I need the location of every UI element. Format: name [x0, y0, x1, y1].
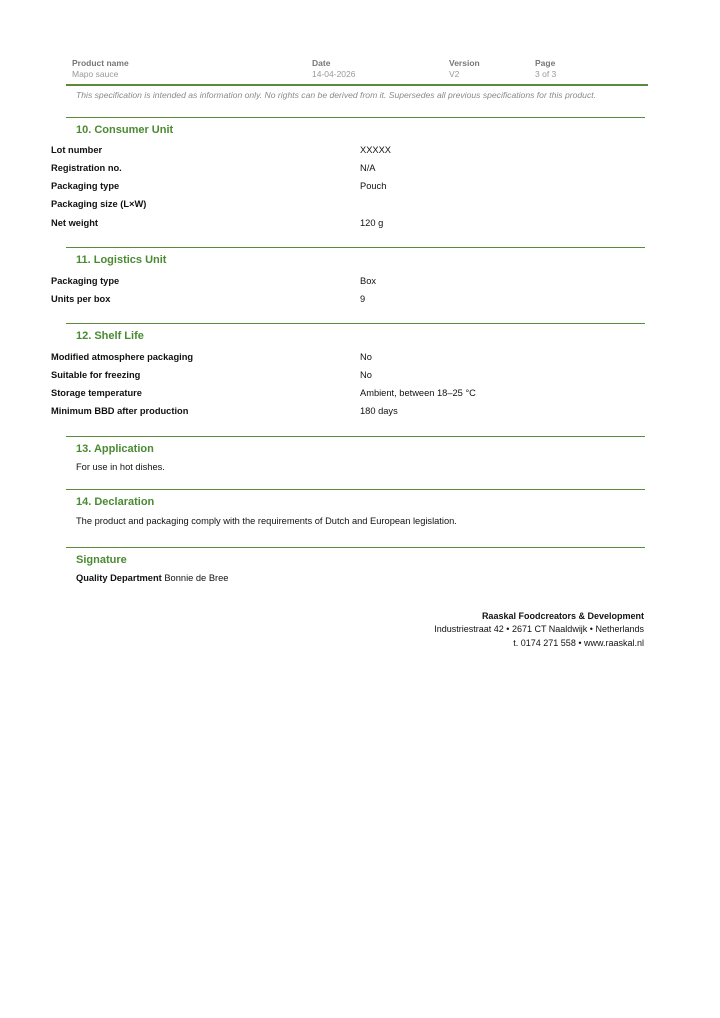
- row-key: Packaging type: [51, 276, 120, 286]
- table-row: [0, 294, 720, 308]
- company-contact: t. 0174 271 558 • www.raaskal.nl: [513, 638, 644, 648]
- section-divider: [66, 117, 645, 118]
- row-value: No: [360, 352, 372, 362]
- table-row: [0, 181, 720, 195]
- header-version: [449, 58, 480, 80]
- row-key: Registration no.: [51, 163, 122, 173]
- table-row: [0, 199, 720, 213]
- table-row: [0, 406, 720, 420]
- section-title-consumer-unit: 10. Consumer Unit: [76, 124, 174, 136]
- signature-name: Bonnie de Bree: [164, 573, 229, 583]
- header-product: [72, 58, 129, 80]
- section-divider: [66, 489, 645, 490]
- section-divider: [66, 436, 645, 437]
- table-row: [0, 276, 720, 290]
- application-text: For use in hot dishes.: [76, 462, 165, 472]
- table-row: [0, 388, 720, 402]
- header-version-value: V2: [449, 69, 460, 79]
- signature-role: Quality Department: [76, 573, 162, 583]
- section-title-logistics-unit: 11. Logistics Unit: [76, 254, 167, 266]
- row-value: 180 days: [360, 406, 398, 416]
- header-date-label: Date: [312, 58, 331, 68]
- row-value: N/A: [360, 163, 376, 173]
- section-divider: [66, 323, 645, 324]
- row-key: Packaging type: [51, 181, 120, 191]
- header-date: [312, 58, 355, 80]
- header-page-value: 3 of 3: [535, 69, 557, 79]
- row-value: 9: [360, 294, 366, 304]
- company-name: Raaskal Foodcreators & Development: [481, 611, 644, 621]
- section-title-signature: Signature: [76, 554, 127, 566]
- header-date-value: 14-04-2026: [312, 69, 356, 79]
- disclaimer-text: This specification is intended as information only. No rights can be derived from it. Supersedes all previous specifications for this product.: [76, 90, 597, 100]
- row-value: XXXXX: [360, 145, 392, 155]
- signature-line: [76, 573, 228, 583]
- header-page: [535, 58, 556, 80]
- header-version-label: Version: [449, 58, 480, 68]
- row-key: Units per box: [51, 294, 111, 304]
- row-key: Lot number: [51, 145, 103, 155]
- header-product-label: Product name: [72, 58, 129, 68]
- row-key: Minimum BBD after production: [51, 406, 189, 416]
- table-row: [0, 370, 720, 384]
- row-key: Storage temperature: [51, 388, 142, 398]
- row-value: Box: [360, 276, 377, 286]
- row-key: Modified atmosphere packaging: [51, 352, 194, 362]
- row-value: Ambient, between 18–25 °C: [360, 388, 476, 398]
- table-row: [0, 352, 720, 366]
- header-page-label: Page: [535, 58, 556, 68]
- declaration-text: The product and packaging comply with the requirements of Dutch and European legislation.: [76, 516, 457, 526]
- table-row: [0, 145, 720, 159]
- company-address: Industriestraat 42 • 2671 CT Naaldwijk • Netherlands: [434, 624, 644, 634]
- section-title-declaration: 14. Declaration: [76, 496, 155, 508]
- row-key: Net weight: [51, 218, 99, 228]
- section-divider: [66, 547, 645, 548]
- section-title-shelf-life: 12. Shelf Life: [76, 330, 144, 342]
- table-row: [0, 163, 720, 177]
- header-divider: [66, 84, 648, 86]
- section-title-application: 13. Application: [76, 443, 154, 455]
- section-divider: [66, 247, 645, 248]
- row-value: 120 g: [360, 218, 384, 228]
- header-product-value: Mapo sauce: [72, 69, 119, 79]
- table-row: [0, 218, 720, 232]
- row-value: Pouch: [360, 181, 387, 191]
- row-value: No: [360, 370, 372, 380]
- row-key: Suitable for freezing: [51, 370, 141, 380]
- row-key: Packaging size (L×W): [51, 199, 147, 209]
- document-header: [0, 58, 720, 82]
